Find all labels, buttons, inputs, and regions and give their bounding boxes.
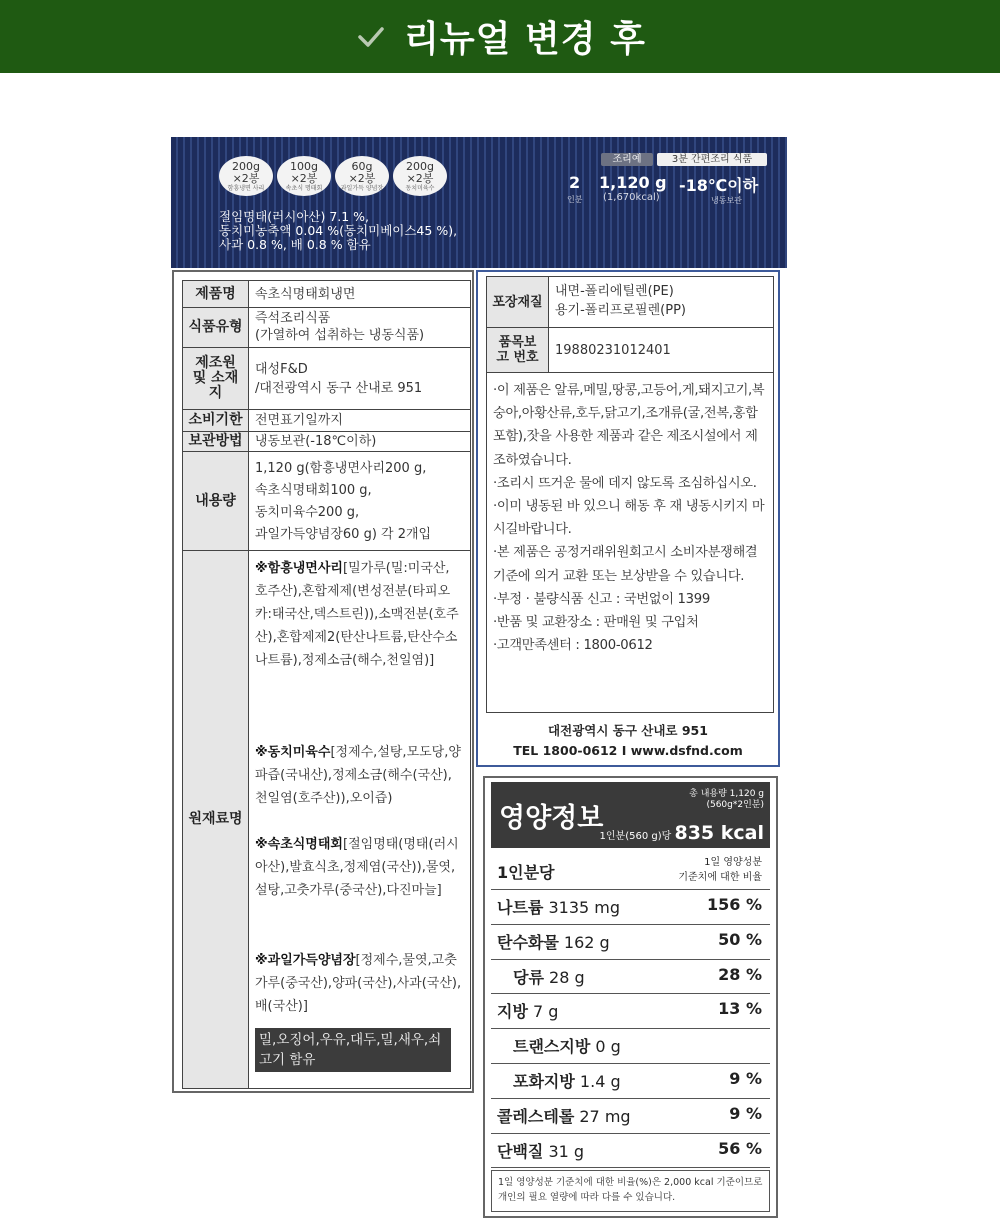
nutrient-name: 포화지방 [513, 1072, 575, 1091]
nutrient-amount: 31 g [548, 1141, 585, 1161]
pack-count: ×2봉 [290, 172, 318, 185]
row-header: 식품유형 [183, 308, 249, 347]
notice-box [486, 276, 774, 713]
spec-table-left [172, 270, 474, 1093]
row-value: 냉동보관(-18℃이하) [255, 434, 377, 449]
check-icon [354, 20, 388, 54]
serving-label: 1인분당 [497, 863, 555, 882]
row-value: 19880231012401 [555, 343, 671, 358]
nutrient-amount: 28 g [549, 967, 585, 987]
pack-sub: 과일가득 양념장 [340, 185, 384, 192]
pack-badge [219, 156, 273, 196]
row-content [182, 452, 471, 551]
row-header: 원재료명 [183, 551, 249, 1088]
row-expiry [182, 410, 471, 432]
raw-title: ※함흥냉면사리 [255, 561, 343, 576]
header-bar [0, 0, 1000, 73]
row-header: 내용량 [183, 452, 249, 550]
notice-item: ·고객만족센터 : 1800-0612 [493, 638, 653, 654]
raw-text: [절임명태(명태(러시아산),발효식초,정제염(국산)),물엿,설탕,고춧가루(중국산),다진마늘] [255, 837, 459, 898]
nutrition-header [491, 782, 770, 848]
nutrition-footnote: 1일 영양성분 기준치에 대한 비율(%)은 2,000 kcal 기준이므로 개인의 필요 열량에 따라 다를 수 있습니다. [491, 1170, 770, 1212]
notice-item: ·조리시 뜨거운 물에 데지 않도록 조심하십시오. [493, 475, 757, 491]
notice-item: ·부정 · 불량식품 신고 : 국번없이 1399 [493, 591, 710, 607]
row-value: 속초식명태회100 g, [255, 483, 372, 498]
row-header: 보관방법 [183, 432, 249, 451]
nutrient-row: 단백질 31 g 56 % [491, 1134, 770, 1169]
pack-badge [277, 156, 331, 196]
pack-amount: 60g [351, 160, 373, 173]
total-line: 총 내용량 1,120 g [689, 789, 764, 799]
nutrient-amount: 162 g [563, 932, 610, 952]
servings-unit: 인분 [567, 195, 583, 204]
row-food-type [182, 308, 471, 348]
row-value: 용기-폴리프로필렌(PP) [555, 303, 686, 318]
nutrient-amount: 1.4 g [579, 1072, 621, 1091]
weight: 1,120 g [599, 173, 667, 192]
nutrient-percent: 50 [718, 929, 741, 949]
row-product-name [182, 280, 471, 308]
pack-amount: 200g [232, 160, 260, 173]
row-value: 과일가득양념장60 g) 각 2개입 [255, 527, 432, 542]
raw-title: ※과일가득양념장 [255, 953, 356, 968]
nutrient-name: 당류 [513, 967, 544, 987]
pack-badge [393, 156, 447, 196]
pack-count: ×2봉 [406, 172, 434, 185]
per-serving: 1인분(560 g)당 [599, 831, 672, 842]
nutrient-name: 나트륨 [497, 898, 544, 917]
raw-block [255, 557, 462, 672]
banner-ing-line: 동치미농축액 0.04 %(동치미베이스45 %), [219, 223, 458, 238]
nutrient-percent: 56 [718, 1138, 741, 1158]
nutrient-name: 지방 [497, 1002, 528, 1022]
nutrient-row: 당류 28 g 28 % [491, 960, 770, 995]
chip-type: 3분 간편조리 식품 [657, 153, 767, 166]
storage-label: 냉동보관 [711, 196, 742, 205]
row-value: 1,120 g(함흥냉면사리200 g, [255, 461, 427, 476]
nutrient-row: 콜레스테롤 27 mg 9 % [491, 1099, 770, 1134]
nutrient-amount: 0 g [595, 1037, 621, 1057]
row-value: 속초식명태회냉면 [255, 287, 356, 302]
nutrient-row: 나트륨 3135 mg 156 % [491, 890, 770, 925]
row-value: /대전광역시 동구 산내로 951 [255, 381, 423, 396]
pack-amount: 200g [406, 160, 434, 173]
row-value: 대성F&D [255, 362, 308, 377]
nutrient-row: 포화지방 1.4 g 9 % [491, 1064, 770, 1099]
notice-item: ·본 제품은 공정거래위원회고시 소비자분쟁해결 기준에 의거 교환 또는 보상받을 수 있습니다. [493, 545, 758, 584]
company-address: 대전광역시 동구 산내로 951 [548, 723, 708, 738]
banner-ing-line: 사과 0.8 %, 배 0.8 % 함유 [219, 237, 371, 252]
nutrient-percent: 9 [729, 1103, 741, 1123]
row-raw-materials [182, 551, 471, 1089]
nutrient-percent: 13 [718, 999, 741, 1019]
row-value: 전면표기일까지 [255, 413, 343, 428]
raw-block [255, 949, 462, 1018]
pack-sub: 함흥냉면 사리 [227, 185, 265, 192]
nutrition-table [483, 776, 778, 1218]
row-value: (가열하여 섭취하는 냉동식품) [255, 328, 425, 343]
row-storage [182, 432, 471, 452]
pack-sub: 동치미육수 [405, 185, 435, 192]
nutrient-name: 단백질 [497, 1141, 544, 1161]
raw-text: [정제수,설탕,모도당,양파즙(국내산),정제소금(해수(국산),천일염(호주산)),오이즙) [255, 745, 461, 806]
row-value: 내면-폴리에틸렌(PE) [555, 284, 674, 299]
pack-count: ×2봉 [348, 172, 376, 185]
nutrient-row: 탄수화물 162 g 50 % [491, 925, 770, 960]
notice-item: ·이 제품은 알류,메밀,땅콩,고등어,게,돼지고기,복숭아,아황산류,호두,닭고기,조개류(굴,전복,홍합포함),잣을 사용한 제품과 같은 제조시설에서 제조하였습니다. [493, 383, 765, 468]
nutrient-percent: 156 [706, 895, 741, 914]
raw-text: [정제수,물엿,고춧가루(중국산),양파(국산),사과(국산),배(국산)] [255, 953, 462, 1014]
raw-block [255, 833, 462, 902]
raw-title: ※동치미육수 [255, 745, 331, 760]
pack-amount: 100g [290, 160, 318, 173]
nutrition-title: 영양정보 [499, 803, 604, 834]
kcal: (1,670kcal) [603, 192, 660, 203]
nutrient-amount: 27 mg [579, 1106, 631, 1126]
raw-text: [밀가루(밀:미국산,호주산),혼합제제(변성전분(타피오카:태국산,덱스트린)),소맥전분(호주산),혼합제제2(탄산나트륨,탄산수소나트륨),정제소금(해수,천일염)] [255, 561, 459, 668]
pack-badge [335, 156, 389, 196]
nutrient-name: 트랜스지방 [513, 1037, 591, 1057]
row-value: 동치미육수200 g, [255, 505, 360, 520]
company-contact: TEL 1800-0612 I www.dsfnd.com [513, 743, 743, 758]
nutrient-percent: 9 [729, 1069, 741, 1088]
spec-table-right [476, 270, 780, 767]
storage-temp: -18℃이하 [679, 176, 759, 195]
nutrient-row: 지방 7 g 13 % [491, 994, 770, 1029]
raw-block [255, 741, 462, 810]
row-value: 즉석조리식품 [255, 311, 331, 326]
notice-item: ·이미 냉동된 바 있으니 해동 후 재 냉동시키지 마시길바랍니다. [493, 499, 765, 538]
row-header: 소비기한 [183, 410, 249, 431]
nutrient-name: 탄수화물 [497, 932, 559, 952]
page-title: 리뉴얼 변경 후 [404, 19, 646, 60]
notice-list [493, 379, 767, 657]
chip-example: 조리예 [601, 153, 653, 166]
kcal-value: 835 kcal [674, 822, 764, 844]
nutrient-percent: 28 [718, 964, 741, 984]
nutrient-amount: 7 g [533, 1002, 559, 1022]
product-banner [171, 137, 787, 268]
nutrient-row [491, 1029, 770, 1064]
daily-label: 1일 영양성분 [704, 857, 762, 868]
row-header: 제품명 [183, 281, 249, 307]
nutrient-name: 콜레스테롤 [497, 1106, 575, 1126]
total-amount [689, 789, 764, 811]
pack-sub: 속초식 명태회 [285, 185, 323, 192]
divider [487, 372, 773, 373]
servings: 2 [569, 173, 581, 192]
row-maker [182, 348, 471, 410]
nutrient-amount: 3135 mg [548, 898, 621, 917]
row-header: 포장재질 [487, 277, 549, 327]
allergy-notice: 밀,오징어,우유,대두,밀,새우,쇠고기 함유 [255, 1028, 451, 1072]
row-header: 제조원 및 소재지 [183, 348, 249, 409]
notice-item: ·반품 및 교환장소 : 판매원 및 구입처 [493, 615, 699, 631]
banner-ing-line: 절임명태(러시아산) 7.1 %, [219, 209, 370, 224]
daily-label: 기준치에 대한 비율 [678, 872, 762, 883]
pack-count: ×2봉 [232, 172, 260, 185]
row-header: 품목보고 번호 [487, 328, 549, 372]
total-line: (560g*2인분) [706, 800, 764, 810]
banner-ingredients [219, 210, 457, 252]
serving-row [491, 850, 770, 890]
kcal-line [600, 822, 764, 844]
raw-title: ※속초식명태회 [255, 837, 343, 852]
